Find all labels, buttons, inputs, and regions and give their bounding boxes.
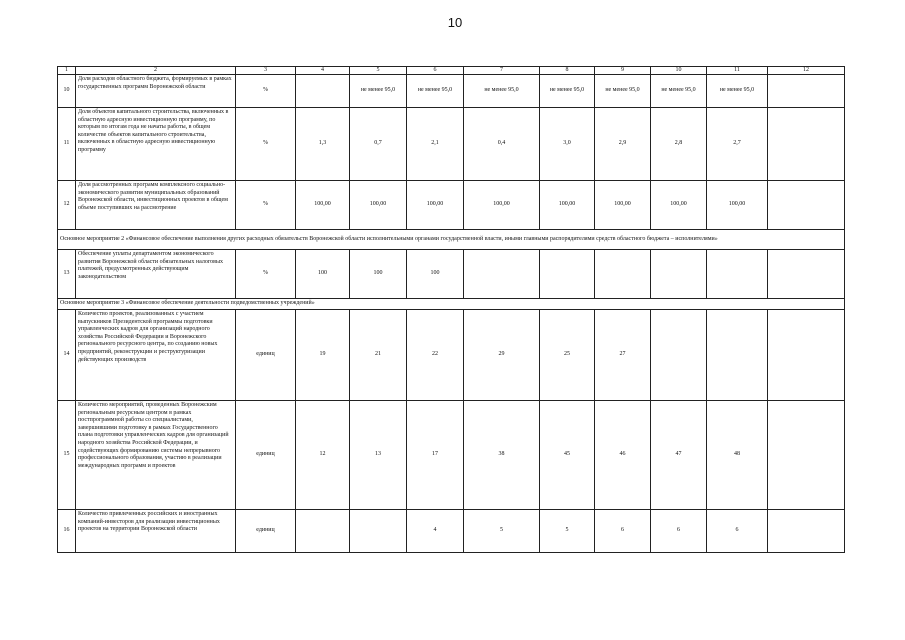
table-row (58, 310, 845, 401)
table-row (58, 75, 845, 108)
table-row (58, 401, 845, 510)
value-cell: 21 (350, 310, 407, 401)
value-cell: 45 (540, 401, 595, 510)
value-cell (707, 310, 768, 401)
value-cell: 6 (707, 510, 768, 553)
value-cell: 4 (407, 510, 464, 553)
value-cell (768, 310, 845, 401)
value-cell: 46 (595, 401, 651, 510)
row-number: 14 (58, 310, 76, 401)
indicator-name: Доля расходов областного бюджета, формируемых в рамках государственных программ Воронежской области (76, 75, 236, 108)
value-cell (296, 75, 350, 108)
value-cell: не менее 95,0 (595, 75, 651, 108)
value-cell: 100,00 (595, 181, 651, 230)
column-number: 5 (350, 67, 407, 75)
value-cell: 17 (407, 401, 464, 510)
value-cell: 100,00 (350, 181, 407, 230)
value-cell (651, 310, 707, 401)
value-cell (768, 181, 845, 230)
unit-cell: единиц (236, 310, 296, 401)
value-cell: не менее 95,0 (651, 75, 707, 108)
column-number: 4 (296, 67, 350, 75)
value-cell: 1,3 (296, 108, 350, 181)
value-cell (768, 75, 845, 108)
column-number: 11 (707, 67, 768, 75)
value-cell: 100,00 (407, 181, 464, 230)
value-cell: 100,00 (464, 181, 540, 230)
value-cell: 100,00 (651, 181, 707, 230)
row-number: 13 (58, 250, 76, 299)
unit-cell: единиц (236, 510, 296, 553)
value-cell: не менее 95,0 (407, 75, 464, 108)
value-cell: 48 (707, 401, 768, 510)
value-cell: 47 (651, 401, 707, 510)
value-cell (350, 510, 407, 553)
column-number: 1 (58, 67, 76, 75)
table-row (58, 250, 845, 299)
value-cell: 3,0 (540, 108, 595, 181)
value-cell (464, 250, 540, 299)
value-cell (768, 401, 845, 510)
section-title: Основное мероприятие 2 «Финансовое обеспечение выполнения других расходных обязательств Воронежской области исполнительными органами государственной власти, иными главными распорядителями средств областного бюджета – исполнителями» (58, 230, 845, 250)
unit-cell: % (236, 181, 296, 230)
indicator-name: Количество мероприятий, проведенных Воронежским региональным ресурсным центром в рамках постпрограммной работы со специалистами, завершившими подготовку в рамках Государственного плана подготовки управленческих кадров для организаций народного хозяйства Российской Федерации, и содействующих формированию системы непрерывного профессионального образования, участию в реализации международных программ и проектов (76, 401, 236, 510)
indicator-name: Обеспечение уплаты департаментом экономического развития Воронежской области обязательных налоговых платежей, предусмотренных действующим законодательством (76, 250, 236, 299)
value-cell: 2,8 (651, 108, 707, 181)
value-cell: 2,7 (707, 108, 768, 181)
value-cell: 0,7 (350, 108, 407, 181)
value-cell: 0,4 (464, 108, 540, 181)
value-cell (768, 108, 845, 181)
unit-cell: % (236, 75, 296, 108)
value-cell: не менее 95,0 (707, 75, 768, 108)
value-cell: 6 (651, 510, 707, 553)
value-cell: 100 (350, 250, 407, 299)
section-title: Основное мероприятие 3 «Финансовое обеспечение деятельности подведомственных учреждений» (58, 299, 845, 310)
row-number: 10 (58, 75, 76, 108)
value-cell: 2,9 (595, 108, 651, 181)
row-number: 12 (58, 181, 76, 230)
value-cell (540, 250, 595, 299)
value-cell: 27 (595, 310, 651, 401)
value-cell: 100,00 (296, 181, 350, 230)
row-number: 15 (58, 401, 76, 510)
value-cell (768, 250, 845, 299)
value-cell: 22 (407, 310, 464, 401)
table-row (58, 108, 845, 181)
unit-cell: % (236, 108, 296, 181)
column-numbers-row (58, 67, 845, 75)
table-row (58, 510, 845, 553)
column-number: 3 (236, 67, 296, 75)
column-number: 10 (651, 67, 707, 75)
value-cell: 29 (464, 310, 540, 401)
column-number: 7 (464, 67, 540, 75)
value-cell: 5 (464, 510, 540, 553)
row-number: 16 (58, 510, 76, 553)
section-row (58, 299, 845, 310)
column-number: 6 (407, 67, 464, 75)
value-cell (651, 250, 707, 299)
indicator-name: Количество проектов, реализованных с участием выпускников Президентской программы подготовки управленческих кадров для организаций народного хозяйства Российской Федерации и Воронежского регионального ресурсного центра, по созданию новых предприятий, реконструкции и реструктуризации действующих производств (76, 310, 236, 401)
value-cell: не менее 95,0 (464, 75, 540, 108)
indicator-name: Доля рассмотренных программ комплексного социально-экономического развития муниципальных образований Воронежской области, инвестиционных проектов в общем объеме поступивших на рассмотрение (76, 181, 236, 230)
column-number: 8 (540, 67, 595, 75)
value-cell: 19 (296, 310, 350, 401)
value-cell: 6 (595, 510, 651, 553)
table-row (58, 181, 845, 230)
value-cell: 100 (296, 250, 350, 299)
value-cell: 12 (296, 401, 350, 510)
value-cell: 25 (540, 310, 595, 401)
section-row (58, 230, 845, 250)
value-cell: 2,1 (407, 108, 464, 181)
value-cell: 100 (407, 250, 464, 299)
value-cell: 5 (540, 510, 595, 553)
value-cell (296, 510, 350, 553)
column-number: 9 (595, 67, 651, 75)
column-number: 12 (768, 67, 845, 75)
value-cell: 100,00 (707, 181, 768, 230)
value-cell (768, 510, 845, 553)
page-number: 10 (447, 15, 463, 30)
indicators-table (57, 66, 845, 553)
value-cell: 13 (350, 401, 407, 510)
indicator-name: Количество привлеченных российских и иностранных компаний-инвесторов для реализации инвестиционных проектов на территории Воронежской области (76, 510, 236, 553)
row-number: 11 (58, 108, 76, 181)
value-cell: 38 (464, 401, 540, 510)
value-cell: не менее 95,0 (540, 75, 595, 108)
value-cell (595, 250, 651, 299)
value-cell (707, 250, 768, 299)
column-number: 2 (76, 67, 236, 75)
value-cell: не менее 95,0 (350, 75, 407, 108)
value-cell: 100,00 (540, 181, 595, 230)
indicator-name: Доля объектов капитального строительства, включенных в областную адресную инвестиционную программу, по которым по итогам года не начаты работы, в общем количестве объектов капитального строительства, включенных в областную адресную инвестиционную программу (76, 108, 236, 181)
unit-cell: % (236, 250, 296, 299)
unit-cell: единиц (236, 401, 296, 510)
